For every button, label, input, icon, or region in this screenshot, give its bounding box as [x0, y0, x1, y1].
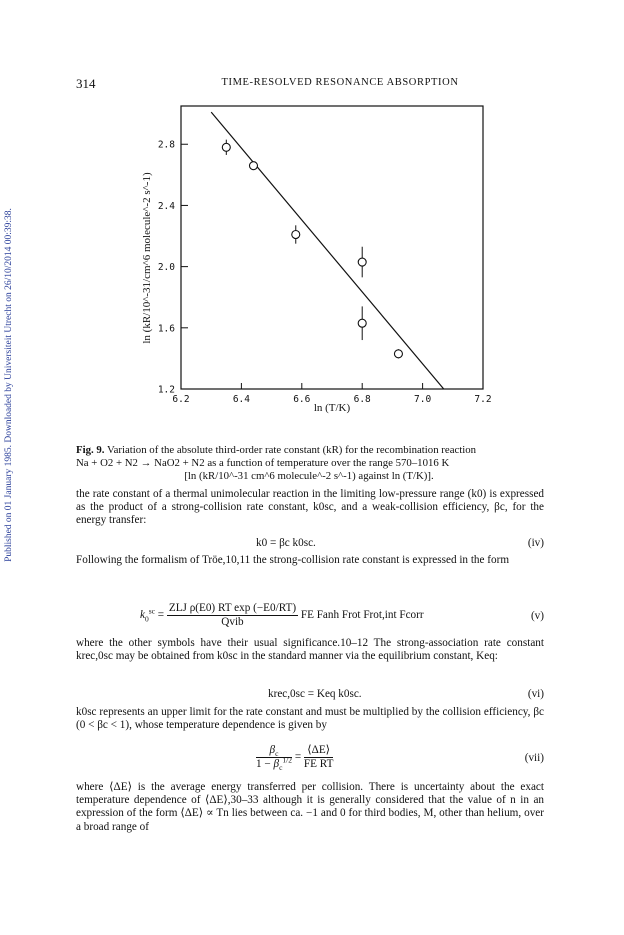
data-point: [394, 350, 402, 358]
x-tick-label: 6.6: [293, 394, 311, 405]
equation-vi-body: krec,0sc = Keq k0sc.: [268, 688, 362, 700]
x-tick-label: 6.4: [232, 394, 250, 405]
arrhenius-plot: [0, 0, 624, 440]
equation-v: $k_0^{sc}$ = $\frac{\text{ZLJ ρ(E0) RT exp (−E0/RT)}}{\text{Qvib}}$ FE Fanh Frot Frot,int Fcorr (v): [140, 602, 544, 628]
caption-line-2: Na + O2 + N2 → NaO2 + N2 as a function of temperature over the range 570–1016 K: [76, 457, 450, 469]
data-point: [222, 143, 230, 151]
y-tick-label: 1.6: [157, 323, 175, 335]
equation-v-fraction: [167, 602, 298, 629]
fit-line: [211, 112, 444, 389]
caption-line-3: [ln (kR/10^-31 cm^6 molecule^-2 s^-1) against ln (T/K)].: [184, 470, 434, 482]
equation-iv-number: (iv): [527, 537, 544, 549]
caption-label: Fig. 9.: [76, 444, 105, 456]
x-tick-label: 6.8: [353, 394, 371, 405]
figure-caption: [76, 444, 542, 483]
equation-vii-lhs-fraction: $\frac{\beta_c}{1 - \beta_c^{1/2}}$: [256, 744, 293, 773]
equation-vii-numerator: ⟨ΔE⟩: [304, 744, 333, 758]
x-tick-label: 7.2: [474, 394, 492, 405]
y-axis-label: ln (kR/10^-31/cm^6 molecule^-2 s^-1): [141, 172, 153, 344]
equation-vii-denominator: FE RT: [303, 758, 334, 770]
equation-v-rest: FE Fanh Frot Frot,int Fcorr: [300, 609, 424, 622]
y-tick-label: 2.8: [157, 139, 175, 151]
data-point: [358, 258, 366, 266]
equation-vi: [76, 688, 544, 704]
download-watermark: Published on 01 January 1985. Downloaded by Universiteit Utrecht on 26/10/2014 00:39:38.: [4, 208, 14, 562]
equation-vii-number: (vii): [524, 752, 544, 764]
equation-vii-rhs-fraction: [304, 744, 333, 771]
equation-v-lhs: k: [140, 609, 145, 622]
paragraph-5: where ⟨ΔE⟩ is the average energy transferred per collision. There is uncertainty about the exact temperature dependence of ⟨ΔE⟩,30–33 although it is generally considered that the value of n in an expression of the form ⟨ΔE⟩ ∝ Tn lies between ca. −1 and 0 for third bodies, M, other than helium, over a broad range of: [76, 781, 544, 833]
x-tick-label: 6.2: [172, 394, 190, 405]
running-head: TIME-RESOLVED RESONANCE ABSORPTION: [221, 77, 459, 88]
paragraph-3: where the other symbols have their usual significance.10–12 The strong-association rate constant krec,0sc may be obtained from k0sc in the standard manner via the equilibrium constant, Keq:: [76, 637, 544, 663]
data-point: [358, 319, 366, 327]
equation-iv: [76, 537, 544, 553]
equation-v-numerator: ZLJ ρ(E0) RT exp (−E0/RT): [168, 602, 297, 614]
x-axis-label: ln (T/K): [313, 402, 351, 414]
equation-vi-number: (vi): [527, 688, 544, 700]
y-tick-label: 1.2: [157, 384, 175, 396]
equation-v-number: (v): [530, 610, 544, 622]
equation-iv-body: k0 = βc k0sc.: [256, 537, 316, 549]
x-tick-label: 7.0: [414, 394, 432, 405]
paragraph-4: k0sc represents an upper limit for the rate constant and must be multiplied by the collision efficiency, βc (0 < βc < 1), whose temperature dependence is given by: [76, 706, 544, 732]
caption-line-1: Variation of the absolute third-order rate constant (kR) for the recombination reaction: [107, 444, 477, 456]
y-tick-label: 2.4: [157, 200, 175, 212]
equation-v-denominator: Qvib: [221, 616, 244, 628]
y-tick-label: 2.0: [157, 262, 175, 274]
paragraph-2: Following the formalism of Tröe,10,11 the strong-collision rate constant is expressed in the form: [76, 554, 510, 566]
data-point: [292, 230, 300, 238]
data-point: [249, 162, 257, 170]
equation-vii: $\frac{\beta_c}{1 - \beta_c^{1/2}}$ = $\frac{⟨\Delta E⟩}{\text{FE RT}}$ (vii): [256, 744, 544, 773]
paragraph-1: the rate constant of a thermal unimolecular reaction in the limiting low-pressure range (k0) is expressed as the product of a strong-collision rate constant, k0sc, and a weak-collision efficiency, βc, for the energy transfer:: [76, 488, 544, 527]
page-number: 314: [76, 76, 96, 91]
